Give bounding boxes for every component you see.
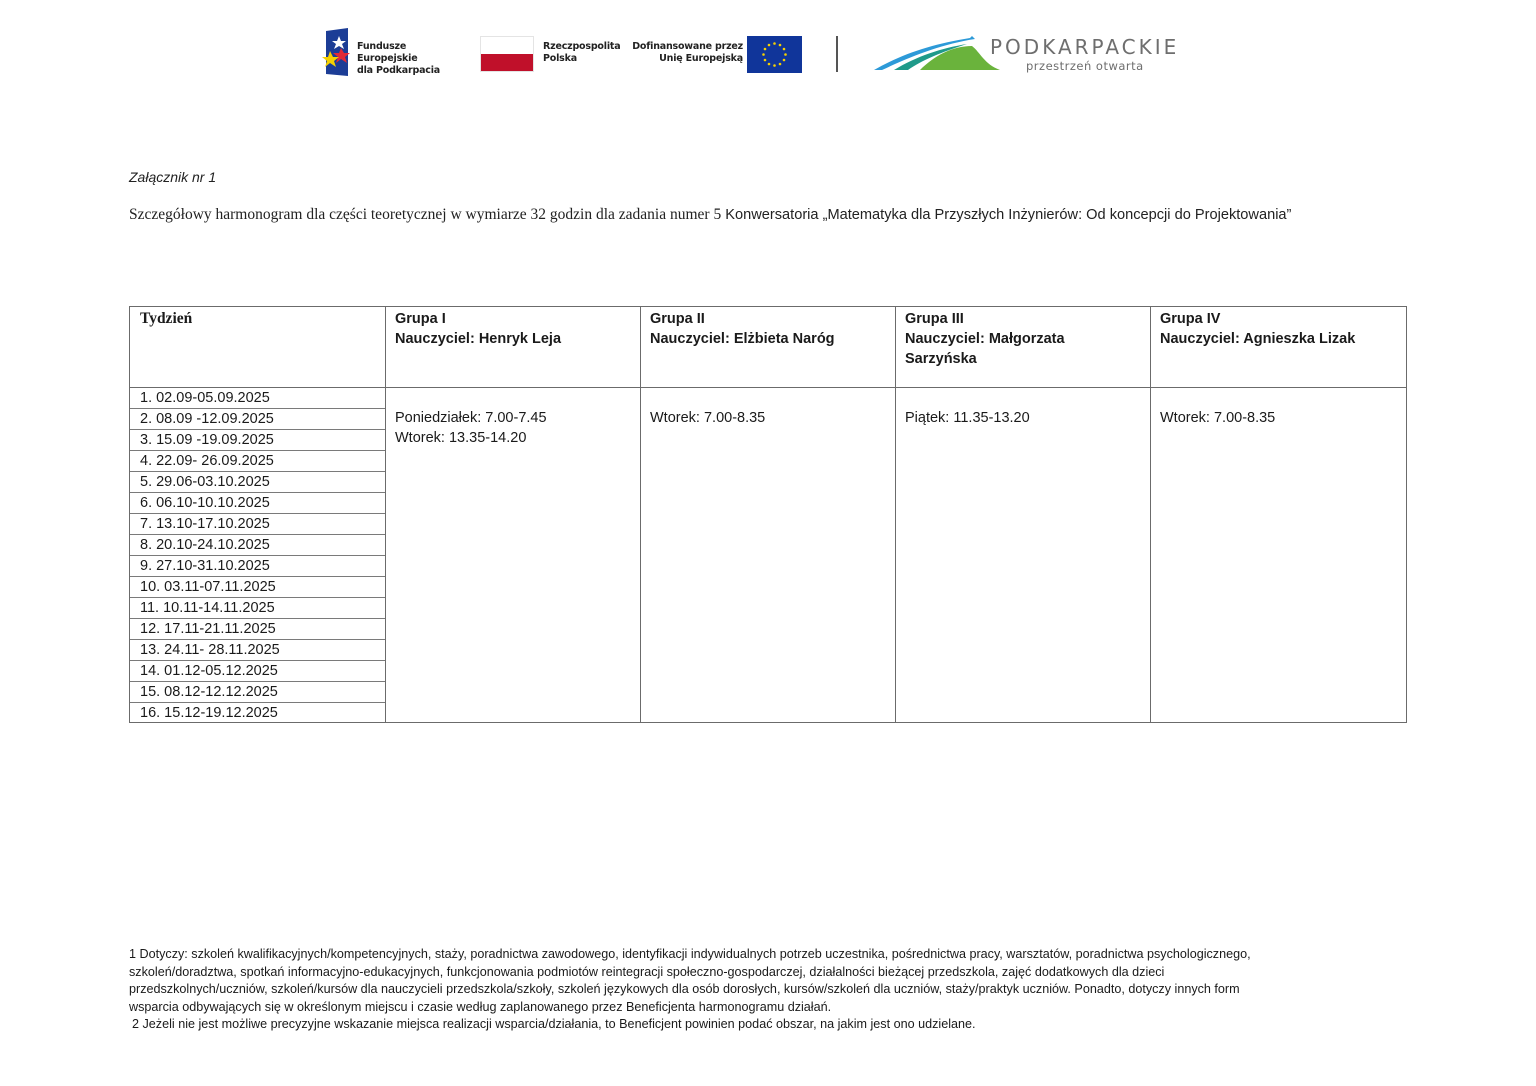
fe-star-flag-icon xyxy=(322,28,352,78)
week-row: 2. 08.09 -12.09.2025 xyxy=(130,409,385,430)
rp-logo-line1: Rzeczpospolita xyxy=(543,41,621,52)
week-list xyxy=(130,388,385,724)
group-name: Grupa IV xyxy=(1160,311,1221,327)
footnote-1-line: 1 Dotyczy: szkoleń kwalifikacyjnych/kompetencyjnych, staży, poradnictwa zawodowego, identyfikacji indywidualnych potrzeb uczestnika, pośrednictwa pracy, warsztatów, poradnictwa psychologicznego, xyxy=(129,947,1251,961)
heading-part1: Szczegółowy harmonogram dla części teoretycznej w wymiarze 32 godzin dla zadania numer 5 xyxy=(129,206,722,223)
fe-logo-line1: Fundusze Europejskie xyxy=(357,41,418,64)
schedule-slot: Wtorek: 13.35-14.20 xyxy=(395,430,527,446)
week-row: 9. 27.10-31.10.2025 xyxy=(130,556,385,577)
podkarpackie-title: PODKARPACKIE xyxy=(990,35,1180,59)
logo-separator xyxy=(836,36,838,72)
schedule-slot: Wtorek: 7.00-8.35 xyxy=(1160,410,1276,426)
schedule-slot: Wtorek: 7.00-8.35 xyxy=(650,410,766,426)
eu-logo-line1: Dofinansowane przez xyxy=(632,41,743,52)
group-1-schedule xyxy=(395,408,547,448)
group-teacher: Nauczyciel: Henryk Leja xyxy=(395,331,562,347)
schedule-slot: Poniedziałek: 7.00-7.45 xyxy=(395,410,547,426)
group-2-schedule xyxy=(650,408,765,428)
group-header-3 xyxy=(905,309,1065,369)
rzeczpospolita-polska-logo xyxy=(480,36,620,76)
column-divider xyxy=(640,307,641,722)
podkarpackie-logo xyxy=(872,32,1182,78)
document-heading xyxy=(129,206,1291,224)
podkarpackie-hills-icon xyxy=(872,32,1007,74)
fe-logo-line2: dla Podkarpacia xyxy=(357,65,440,76)
week-row: 3. 15.09 -19.09.2025 xyxy=(130,430,385,451)
week-row: 12. 17.11-21.11.2025 xyxy=(130,619,385,640)
eu-logo-line2: Unię Europejską xyxy=(659,53,743,64)
group-3-schedule xyxy=(905,408,1030,428)
footnote-1-line: przedszkolnych/uczniów, szkoleń/kursów dla nauczycieli przedszkola/szkoły, szkoleń językowych dla osób dorosłych, kursów/szkoleń dla uczniów, staży/praktyk uczniów. Ponadto, dotyczy innych form xyxy=(129,982,1240,997)
group-header-2 xyxy=(650,309,835,349)
annex-label: Załącznik nr 1 xyxy=(129,169,217,185)
eu-flag-icon xyxy=(747,36,802,73)
week-row: 14. 01.12-05.12.2025 xyxy=(130,661,385,682)
week-row: 13. 24.11- 28.11.2025 xyxy=(130,640,385,661)
week-column-header: Tydzień xyxy=(140,310,193,327)
group-teacher: Nauczyciel: Agnieszka Lizak xyxy=(1160,331,1356,347)
group-name: Grupa I xyxy=(395,311,446,327)
schedule-table xyxy=(129,306,1407,723)
group-header-4 xyxy=(1160,309,1355,349)
column-divider xyxy=(1150,307,1151,722)
week-row: 11. 10.11-14.11.2025 xyxy=(130,598,385,619)
column-divider xyxy=(895,307,896,722)
footnote-2: 2 Jeżeli nie jest możliwe precyzyjne wskazanie miejsca realizacji wsparcia/działania, to Beneficjent powinien podać obszar, na jakim jest ono udzielane. xyxy=(132,1017,976,1032)
week-row: 6. 06.10-10.10.2025 xyxy=(130,493,385,514)
polish-flag-icon xyxy=(480,36,534,72)
group-name: Grupa II xyxy=(650,311,705,327)
rp-logo-line2: Polska xyxy=(543,53,577,64)
footnote-1-line: wsparcia odbywających się w określonym miejscu i czasie według zaplanowanego przez Beneficjenta harmonogramu działań. xyxy=(129,999,832,1014)
footnote-1-line: szkoleń/doradztwa, spotkań informacyjno-edukacyjnych, funkcjonowania podmiotów reintegracji społeczno-gospodarczej, działalności bieżącej przedszkola, zajęć dodatkowych dla dzieci xyxy=(129,964,1165,979)
week-row: 7. 13.10-17.10.2025 xyxy=(130,514,385,535)
group-name: Grupa III xyxy=(905,311,964,327)
week-row: 10. 03.11-07.11.2025 xyxy=(130,577,385,598)
group-4-schedule xyxy=(1160,408,1275,428)
group-teacher-continued: Sarzyńska xyxy=(905,351,977,367)
week-row: 1. 02.09-05.09.2025 xyxy=(130,388,385,409)
week-row: 16. 15.12-19.12.2025 xyxy=(140,705,278,721)
heading-part2: Konwersatoria „Matematyka dla Przyszłych Inżynierów: Od koncepcji do Projektowania” xyxy=(721,207,1292,223)
eu-cofinanced-logo xyxy=(632,36,805,76)
week-row: 5. 29.06-03.10.2025 xyxy=(130,472,385,493)
group-teacher: Nauczyciel: Małgorzata xyxy=(905,331,1065,347)
podkarpackie-subtitle: przestrzeń otwarta xyxy=(1026,59,1144,73)
group-teacher: Nauczyciel: Elżbieta Naróg xyxy=(650,331,835,347)
group-header-1 xyxy=(395,309,561,349)
column-divider xyxy=(385,307,386,722)
fundusze-europejskie-logo xyxy=(322,28,462,78)
week-row: 4. 22.09- 26.09.2025 xyxy=(130,451,385,472)
footnotes xyxy=(129,946,1409,1034)
week-row: 15. 08.12-12.12.2025 xyxy=(130,682,385,703)
schedule-slot: Piątek: 11.35-13.20 xyxy=(905,410,1030,426)
week-row: 8. 20.10-24.10.2025 xyxy=(130,535,385,556)
